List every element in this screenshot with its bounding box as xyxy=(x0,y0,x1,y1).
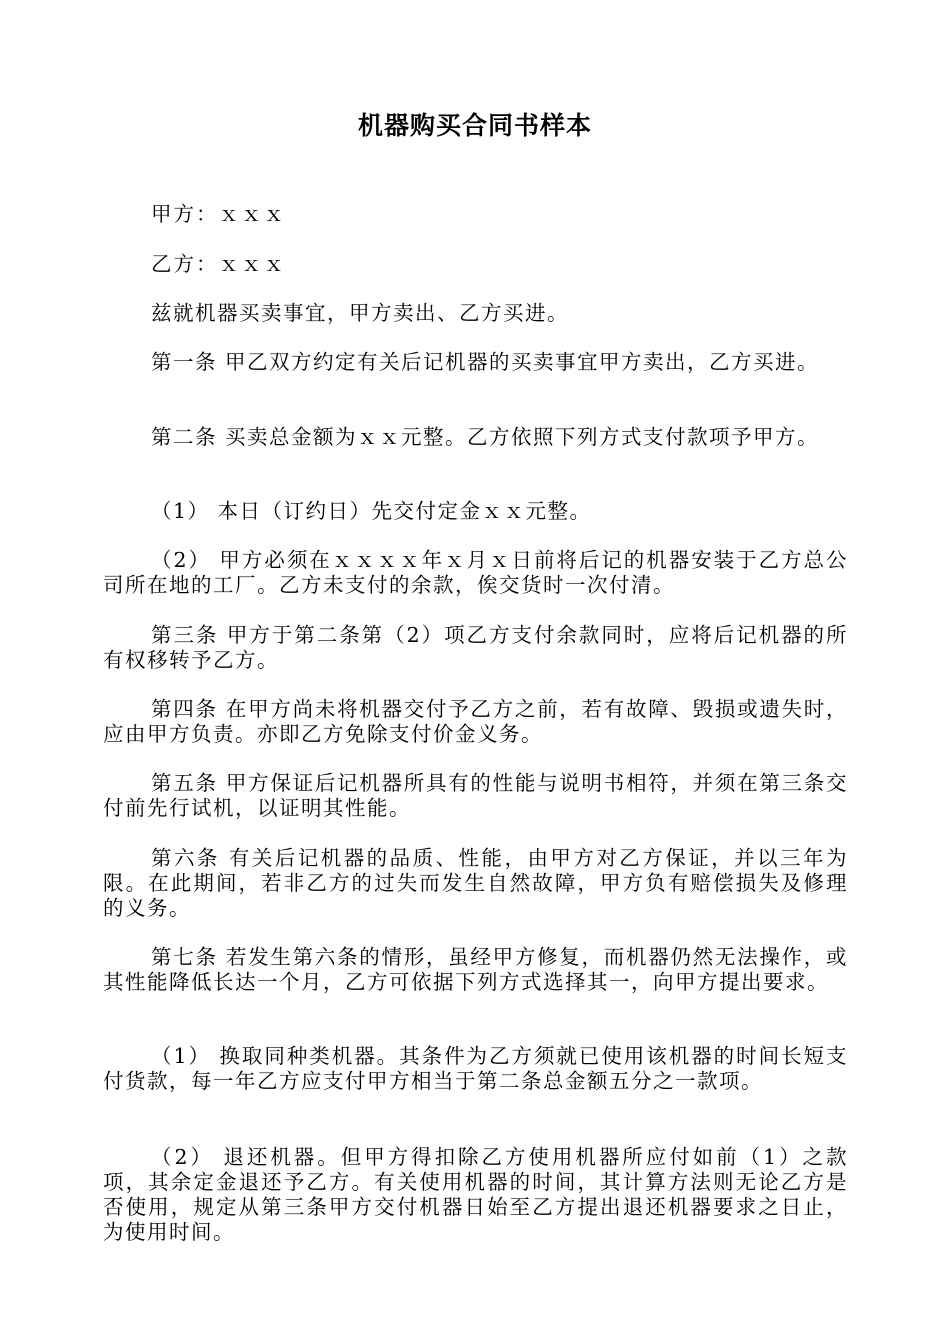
article-7-item-2-paragraph: （2） 退还机器。但甲方得扣除乙方使用机器所应付如前（1）之款项，其余定金退还予乙方。有关使用机器的时间，其计算方法则无论乙方是否使用，规定从第三条甲方交付机器日始至乙方提出退还机器要求之日止，为使用时间。 xyxy=(103,1145,848,1244)
party-b-line: 乙方：ｘｘｘ xyxy=(151,252,286,276)
article-2-item-2-paragraph: （2） 甲方必须在ｘｘｘｘ年ｘ月ｘ日前将后记的机器安装于乙方总公司所在地的工厂。乙方未支付的余款，俟交货时一次付清。 xyxy=(103,548,848,597)
preamble-paragraph: 兹就机器买卖事宜，甲方卖出、乙方买进。 xyxy=(151,301,569,325)
article-2-paragraph: 第二条 买卖总金额为ｘｘ元整。乙方依照下列方式支付款项予甲方。 xyxy=(151,425,820,449)
article-6-paragraph: 第六条 有关后记机器的品质、性能，由甲方对乙方保证，并以三年为限。在此期间，若非乙方的过失而发生自然故障，甲方负有赔偿损失及修理的义务。 xyxy=(103,846,848,920)
article-1-paragraph: 第一条 甲乙双方约定有关后记机器的买卖事宜甲方卖出，乙方买进。 xyxy=(151,350,820,374)
article-2-item-1-paragraph: （1） 本日（订约日）先交付定金ｘｘ元整。 xyxy=(151,499,592,523)
document-title: 机器购买合同书样本 xyxy=(357,111,592,140)
article-7-item-1-paragraph: （1） 换取同种类机器。其条件为乙方须就已使用该机器的时间长短支付货款，每一年乙方应支付甲方相当于第二条总金额五分之一款项。 xyxy=(103,1044,848,1093)
article-7-paragraph: 第七条 若发生第六条的情形，虽经甲方修复，而机器仍然无法操作，或其性能降低长达一个月，乙方可依据下列方式选择其一，向甲方提出要求。 xyxy=(103,945,848,994)
party-a-line: 甲方：ｘｘｘ xyxy=(151,202,286,226)
article-5-paragraph: 第五条 甲方保证后记机器所具有的性能与说明书相符，并须在第三条交付前先行试机，以证明其性能。 xyxy=(103,771,848,820)
article-3-paragraph: 第三条 甲方于第二条第（2）项乙方支付余款同时，应将后记机器的所有权移转予乙方。 xyxy=(103,623,848,672)
article-4-paragraph: 第四条 在甲方尚未将机器交付予乙方之前，若有故障、毁损或遗失时，应由甲方负责。亦即乙方免除支付价金义务。 xyxy=(103,697,848,746)
